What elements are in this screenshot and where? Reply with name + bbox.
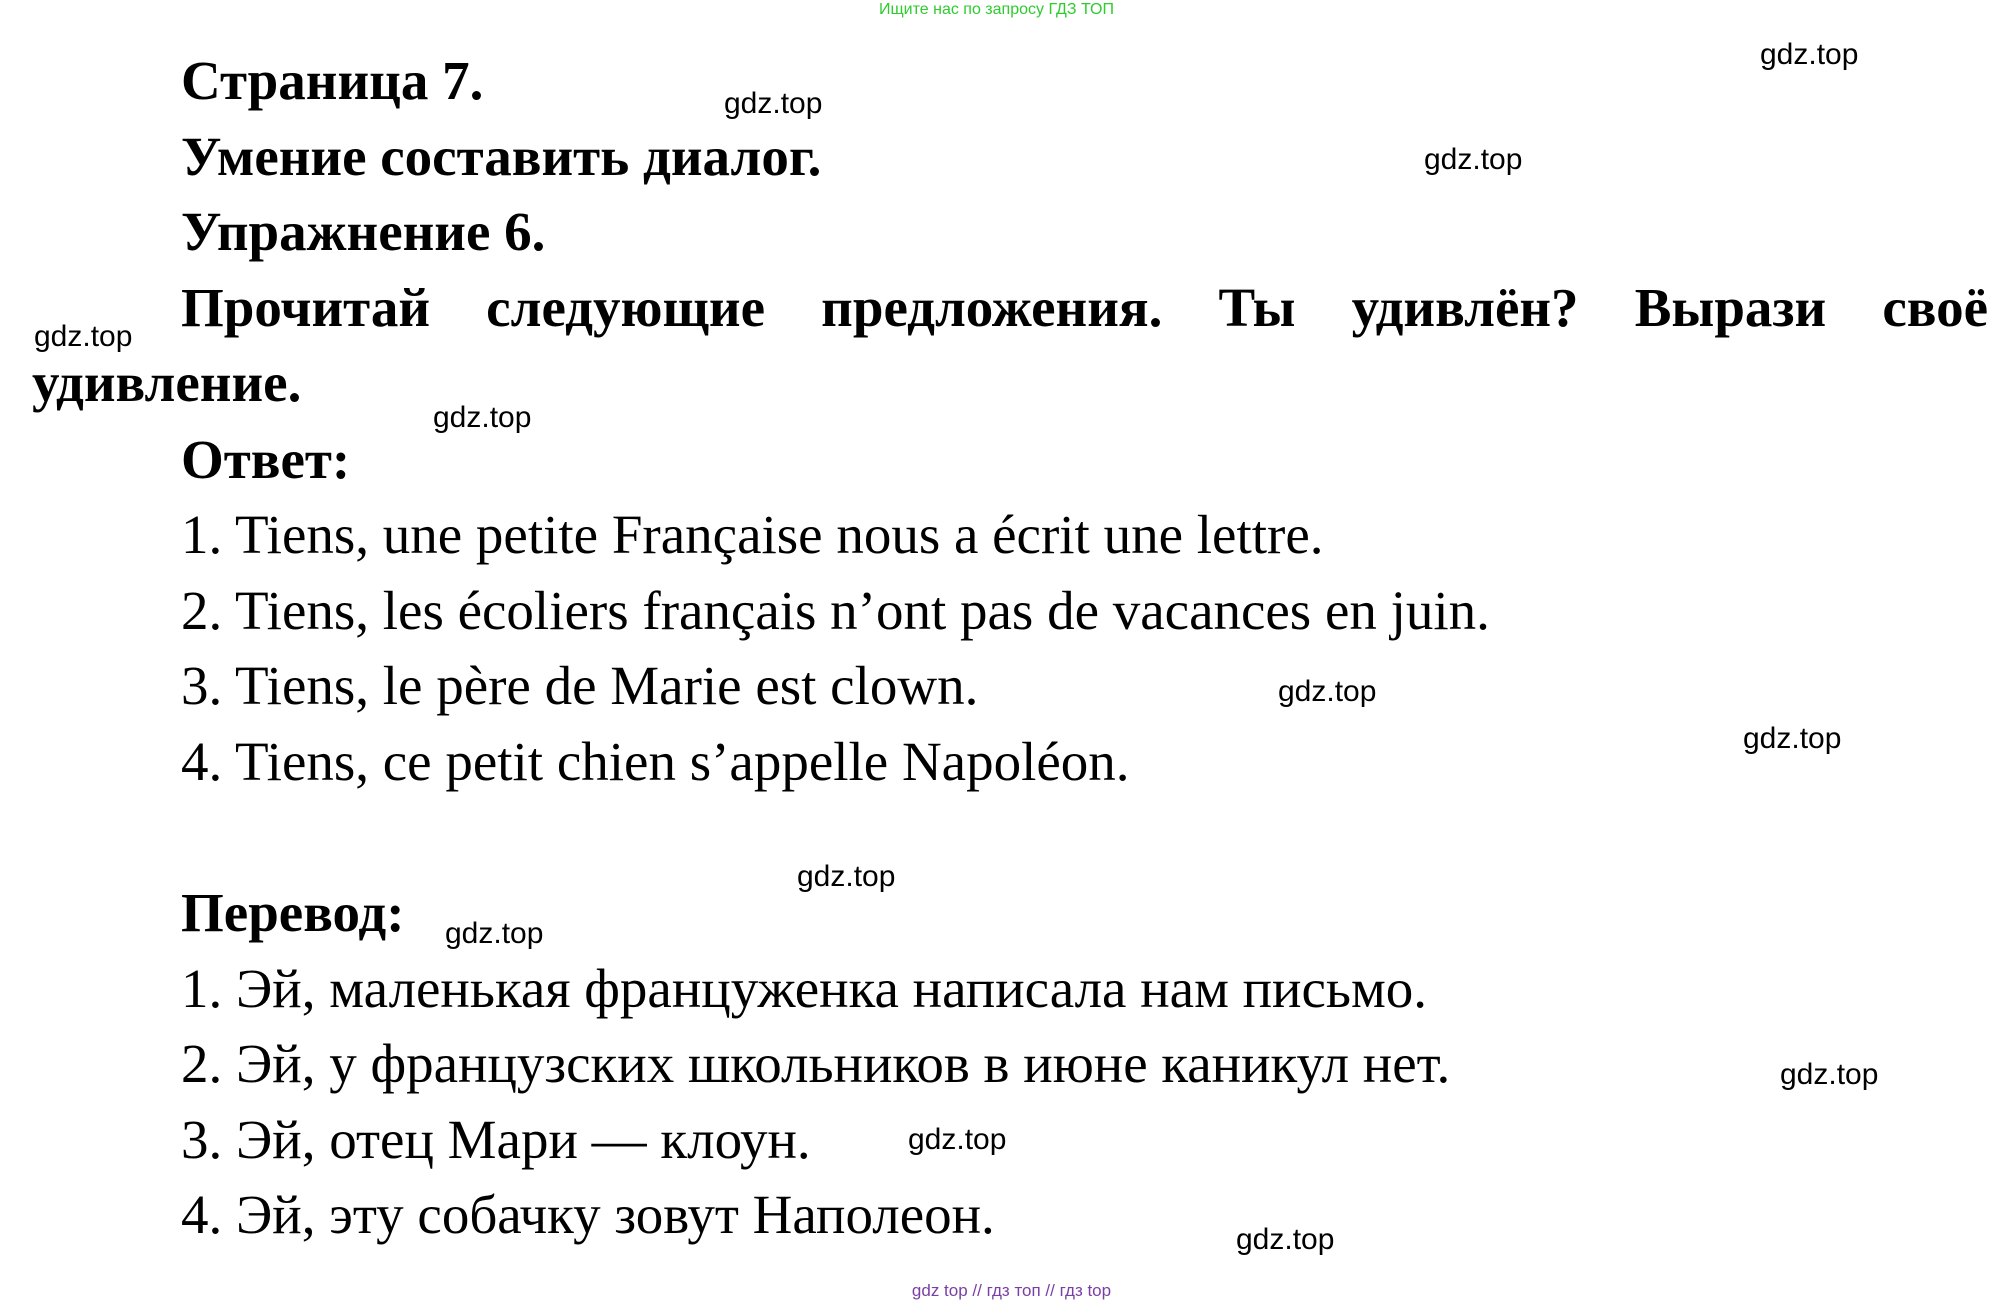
watermark: gdz.top <box>908 1123 1007 1156</box>
answer-item: 2. Tiens, les écoliers français n’ont pas de vacances en juin. <box>181 580 1490 641</box>
translation-item: 3. Эй, отец Мари — клоун. <box>181 1109 811 1170</box>
answer-heading: Ответ: <box>181 429 351 490</box>
watermark: gdz.top <box>1743 722 1842 755</box>
answer-item: 3. Tiens, le père de Marie est clown. <box>181 655 979 716</box>
translation-heading: Перевод: <box>181 882 405 943</box>
footer: gdz top // гдз топ // гдз top <box>911 1281 1112 1300</box>
page-title: Страница 7. <box>181 50 484 111</box>
task-text-line-1: Прочитай следующие предложения. Ты удивлён? Вырази своё <box>181 277 1988 338</box>
translation-item: 1. Эй, маленькая француженка написала нам письмо. <box>181 958 1428 1019</box>
watermark: gdz.top <box>1760 38 1859 71</box>
watermark: gdz.top <box>433 401 532 434</box>
answer-item: 1. Tiens, une petite Française nous a écrit une lettre. <box>181 504 1324 565</box>
translation-item: 2. Эй, у французских школьников в июне каникул нет. <box>181 1033 1451 1094</box>
watermark: gdz.top <box>724 87 823 120</box>
watermark: gdz.top <box>34 320 133 353</box>
watermark: gdz.top <box>1236 1223 1335 1256</box>
answer-item: 4. Tiens, ce petit chien s’appelle Napoléon. <box>181 731 1130 792</box>
watermark: gdz.top <box>445 917 544 950</box>
translation-item: 4. Эй, эту собачку зовут Наполеон. <box>181 1184 995 1245</box>
watermark: gdz.top <box>1278 675 1377 708</box>
watermark: gdz.top <box>797 860 896 893</box>
topic-title: Умение составить диалог. <box>181 126 822 187</box>
watermark: gdz.top <box>1424 143 1523 176</box>
task-text-line-2: удивление. <box>32 352 302 413</box>
top-banner: Ищите нас по запросу ГДЗ ТОП <box>879 1 1114 18</box>
watermark: gdz.top <box>1780 1058 1879 1091</box>
exercise-title: Упражнение 6. <box>181 201 546 262</box>
